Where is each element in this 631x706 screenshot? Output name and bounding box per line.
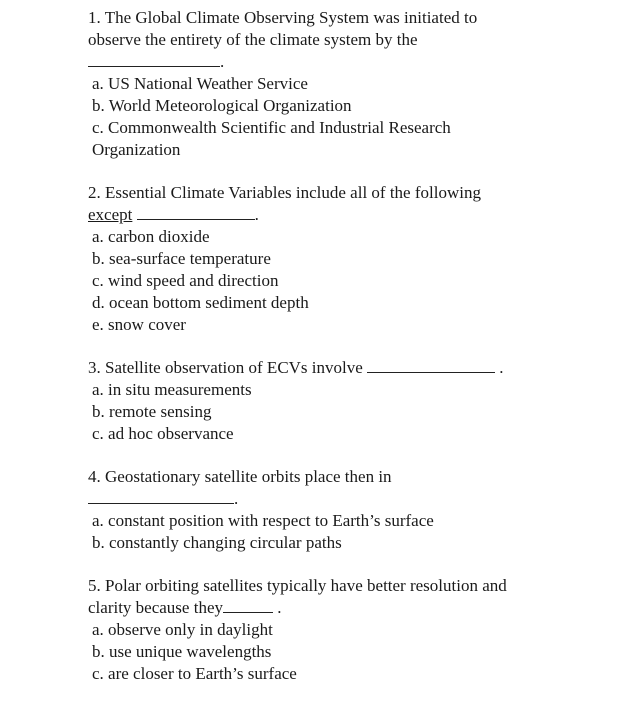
question-3 <box>88 357 608 445</box>
answer-blank <box>367 357 495 373</box>
question-stem: 5. Polar orbiting satellites typically have better resolution and <box>88 576 507 595</box>
question-stem: observe the entirety of the climate system by the <box>88 30 418 49</box>
option-a: a. US National Weather Service <box>92 74 308 93</box>
blank-period: . <box>254 205 259 224</box>
answer-blank <box>88 488 234 504</box>
answer-blank-line <box>88 204 608 226</box>
answer-blank <box>88 51 220 67</box>
blank-period: . <box>220 52 225 71</box>
question-2 <box>88 182 608 336</box>
answer-blank <box>137 204 255 220</box>
question-5 <box>88 575 608 685</box>
question-stem-line <box>88 597 608 619</box>
answer-blank-line <box>88 488 608 510</box>
option-a: a. in situ measurements <box>92 380 252 399</box>
question-1 <box>88 7 608 161</box>
quiz-document <box>88 7 608 706</box>
except-emphasis: except <box>88 205 133 224</box>
option-e: e. snow cover <box>92 315 186 334</box>
question-stem: 2. Essential Climate Variables include all of the following <box>88 183 481 202</box>
question-stem: 1. The Global Climate Observing System was initiated to <box>88 8 478 27</box>
option-c: c. wind speed and direction <box>92 271 279 290</box>
option-a: a. observe only in daylight <box>92 620 273 639</box>
blank-period: . <box>499 358 504 377</box>
question-stem: 3. Satellite observation of ECVs involve <box>88 358 363 377</box>
option-b: b. use unique wavelengths <box>92 642 272 661</box>
option-d: d. ocean bottom sediment depth <box>92 293 309 312</box>
question-stem: clarity because they <box>88 598 223 617</box>
option-c: c. are closer to Earth’s surface <box>92 664 297 683</box>
question-stem-line <box>88 357 608 379</box>
option-a: a. carbon dioxide <box>92 227 210 246</box>
blank-period: . <box>234 489 239 508</box>
question-4 <box>88 466 608 554</box>
option-c-continued: Organization <box>92 140 181 159</box>
option-a: a. constant position with respect to Earth’s surface <box>92 511 434 530</box>
option-c: c. ad hoc observance <box>92 424 234 443</box>
option-b: b. constantly changing circular paths <box>92 533 342 552</box>
option-c: c. Commonwealth Scientific and Industrial Research <box>92 118 451 137</box>
option-b: b. World Meteorological Organization <box>92 96 352 115</box>
answer-blank <box>223 597 273 613</box>
question-stem: 4. Geostationary satellite orbits place then in <box>88 467 392 486</box>
blank-period: . <box>277 598 282 617</box>
option-b: b. sea-surface temperature <box>92 249 271 268</box>
option-b: b. remote sensing <box>92 402 212 421</box>
answer-blank-line <box>88 51 608 73</box>
